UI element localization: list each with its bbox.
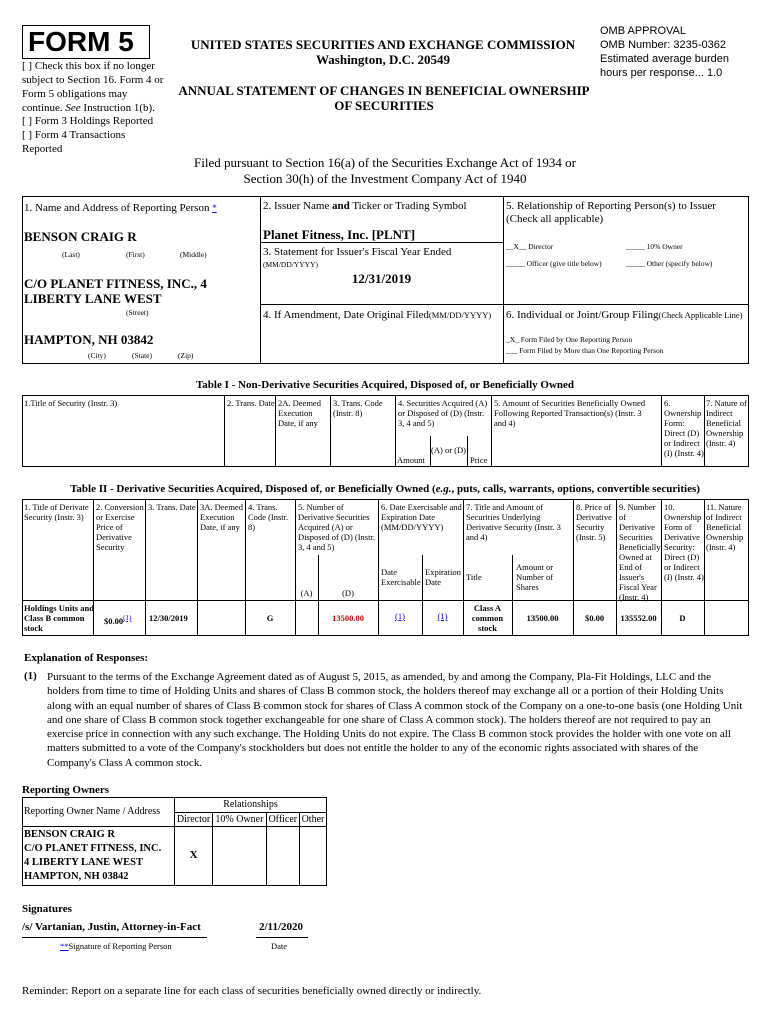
t2-col-deemed: 3A. Deemed Execution Date, if any bbox=[200, 502, 243, 532]
t2-row-under-title: Class A common stock bbox=[471, 603, 504, 633]
t2-row-under-amount: 13500.00 bbox=[526, 613, 559, 623]
box2-label: 2. Issuer Name and Ticker or Trading Symbol bbox=[263, 200, 467, 212]
ten-pct-check: _____ 10% Owner bbox=[626, 242, 683, 251]
owner-director-mark: X bbox=[175, 827, 213, 886]
t2-col-form: 10. Ownership Form of Derivative Security: Direct (D) or Indirect (I) (Instr. 4) bbox=[664, 502, 704, 582]
owners-col-ten: 10% Owner bbox=[213, 813, 267, 827]
t2-col-under-title: Title bbox=[466, 572, 482, 582]
t2-col-d: (D) bbox=[342, 588, 354, 598]
city-label: (City) bbox=[88, 351, 106, 360]
middle-label: (Middle) bbox=[180, 250, 207, 259]
one-person-check: _X_ Form Filed by One Reporting Person bbox=[506, 335, 633, 344]
box5-label: 5. Relationship of Reporting Person(s) to Issuer (Check all applicable) bbox=[506, 200, 716, 225]
signatures-heading: Signatures bbox=[22, 903, 72, 915]
box1-label: 1. Name and Address of Reporting Person * bbox=[24, 202, 217, 214]
street-label: (Street) bbox=[126, 308, 149, 317]
date-label: Date bbox=[271, 941, 288, 951]
signature-star-link[interactable]: ** bbox=[60, 941, 69, 951]
signature-date: 2/11/2020 bbox=[259, 921, 304, 933]
first-label: (First) bbox=[126, 250, 145, 259]
other-check: _____ Other (specify below) bbox=[626, 259, 713, 268]
t1-col-code: 3. Trans. Code (Instr. 8) bbox=[333, 398, 383, 418]
officer-check: _____ Officer (give title below) bbox=[506, 259, 602, 268]
director-check: __X__ Director bbox=[506, 242, 554, 251]
t2-row-title: Holdings Units and Class B common stock bbox=[24, 603, 94, 633]
t1-col-owned: 5. Amount of Securities Beneficially Owned Following Reported Transaction(s) (Instr. 3 and 4) bbox=[494, 398, 646, 428]
box3-sub: (MM/DD/YYYY) bbox=[263, 260, 318, 269]
t1-col-deemed: 2A. Deemed Execution Date, if any bbox=[278, 398, 321, 428]
agency-name: UNITED STATES SECURITIES AND EXCHANGE COMMISSION bbox=[190, 37, 576, 52]
t2-col-a: (A) bbox=[300, 588, 313, 598]
t2-col-title: 1. Title of Derivate Security (Instr. 3) bbox=[24, 502, 89, 522]
t2-row-disposed: 13500.00 bbox=[332, 613, 364, 623]
t2-row-form: D bbox=[679, 613, 686, 623]
omb-box: OMB APPROVAL OMB Number: 3235-0362 Estimated average burden hours per response... 1.0 bbox=[600, 25, 730, 79]
t1-col-aord: (A) or (D) bbox=[431, 445, 466, 455]
owners-heading: Reporting Owners bbox=[22, 784, 110, 796]
reporting-person-street: C/O PLANET FITNESS, INC., 4 LIBERTY LANE WEST bbox=[24, 276, 207, 306]
t1-col-acquired: 4. Securities Acquired (A) or Disposed of (D) (Instr. 3, 4 and 5) bbox=[398, 398, 488, 428]
t2-col-nature: 11. Nature of Indirect Beneficial Ownership (Instr. 4) bbox=[706, 502, 744, 552]
t2-col-owned: 9. Number of Derivative Securities Beneficially Owned at End of Issuer's Fiscal Year (Instr. 4) bbox=[619, 502, 661, 602]
reminder: Reminder: Report on a separate line for each class of securities beneficially owned directly or indirectly. bbox=[22, 985, 482, 997]
more-persons-check: ___ Form Filed by More than One Reporting Person bbox=[506, 346, 664, 355]
t2-row-deriv-price: $0.00 bbox=[584, 613, 605, 623]
t1-col-amount: Amount bbox=[397, 455, 425, 465]
owners-col-other: Other bbox=[299, 813, 326, 827]
t2-col-price: 8. Price of Derivative Security (Instr. 5) bbox=[576, 502, 612, 542]
fiscal-year-end: 12/31/2019 bbox=[351, 271, 412, 286]
box4-label: 4. If Amendment, Date Original Filed(MM/DD/YYYY) bbox=[263, 309, 492, 321]
t2-col-date: 3. Trans. Date bbox=[148, 502, 196, 512]
statement-title: ANNUAL STATEMENT OF CHANGES IN BENEFICIAL OWNERSHIP OF SECURITIES bbox=[178, 83, 590, 113]
footnote-1-link[interactable]: (1) bbox=[123, 614, 132, 622]
t2-row-exercisable[interactable]: (1) bbox=[395, 611, 405, 621]
zip-label: (Zip) bbox=[178, 351, 194, 360]
t2-col-underlying: 7. Title and Amount of Securities Underlying Derivative Security (Instr. 3 and 4) bbox=[466, 502, 561, 542]
owners-col-director: Director bbox=[175, 813, 213, 827]
box6-label: 6. Individual or Joint/Group Filing(Check Applicable Line) bbox=[506, 309, 743, 321]
filed-pursuant: Filed pursuant to Section 16(a) of the Securities Exchange Act of 1934 or Section 30(h) of the Investment Company Act of 1940 bbox=[194, 155, 576, 186]
reporting-person-city: HAMPTON, NH 03842 bbox=[24, 332, 154, 347]
t1-col-date: 2. Trans. Date bbox=[227, 398, 275, 408]
owners-table bbox=[22, 797, 327, 886]
signature-name: /s/ Vartanian, Justin, Attorney-in-Fact bbox=[22, 921, 201, 933]
t2-col-expiration: Expiration Date bbox=[425, 567, 461, 587]
reporting-person-name: BENSON CRAIG R bbox=[24, 229, 137, 244]
t1-col-title: 1.Title of Security (Instr. 3) bbox=[24, 398, 118, 408]
t2-col-exercisable: 6. Date Exercisable and Expiration Date (MM/DD/YYYY) bbox=[381, 502, 462, 532]
issuer-name: Planet Fitness, Inc. [PLNT] bbox=[263, 227, 416, 242]
explanation-text: Pursuant to the terms of the Exchange Agreement dated as of August 5, 2015, as amended, by and among the Company, Pla-Fit Holdings, LLC and the holders from time to time of Holding Units and shares of Class B common stock, the holders thereof may exchange all or a portion of their Holding Units along with an equal number of shares of Class B common stock for shares of Class A common stock of the Company on a one-to-one basis (one Holding Unit and one share of Class B common stock together exchangeable for one share of Class A common stock). The holders thereof are not required to pay an exercise price in connection with any such exchange. The Holding Units do not expire. The Class B common stock provides the holder with one vote on all matters submitted to a vote of the Company's stockholders but does not entitle the holder to any of the economic rights associated with shares of the Company's Class A common stock. bbox=[47, 671, 743, 769]
t2-row-price: $0.00$^{(1)}$ bbox=[104, 614, 132, 626]
last-label: (Last) bbox=[62, 250, 80, 259]
t2-row-code: G bbox=[266, 613, 274, 623]
t2-col-code: 4. Trans. Code (Instr. 8) bbox=[248, 502, 289, 532]
owners-col-relationships: Relationships bbox=[175, 798, 327, 813]
t2-col-conversion: 2. Conversion or Exercise Price of Derivative Security bbox=[96, 502, 144, 552]
t2-row-owned: 135552.00 bbox=[620, 613, 657, 623]
owners-col-name: Reporting Owner Name / Address bbox=[23, 798, 175, 827]
t1-col-price: Price bbox=[470, 455, 488, 465]
state-label: (State) bbox=[132, 351, 152, 360]
t2-col-number: 5. Number of Derivative Securities Acquired (A) or Disposed of (D) (Instr. 3, 4 and 5) bbox=[298, 502, 375, 552]
table1-title: Table I - Non-Derivative Securities Acquired, Disposed of, or Beneficially Owned bbox=[195, 379, 575, 391]
form-label: FORM 5 bbox=[22, 25, 150, 59]
t2-col-under-amount: Amount or Number of Shares bbox=[516, 562, 554, 592]
t2-row-expiration[interactable]: (1) bbox=[437, 611, 448, 621]
agency-location: Washington, D.C. 20549 bbox=[316, 52, 450, 67]
owners-col-officer: Officer bbox=[266, 813, 299, 827]
t2-row-date: 12/30/2019 bbox=[149, 613, 188, 623]
holdings-check: [ ] Form 3 Holdings Reported bbox=[22, 115, 154, 127]
transactions-check: [ ] Form 4 Transactions Reported bbox=[22, 129, 126, 155]
box3-label: 3. Statement for Issuer's Fiscal Year Ended bbox=[263, 246, 452, 258]
explanation-heading: Explanation of Responses: bbox=[24, 652, 149, 664]
signature-label: **Signature of Reporting Person bbox=[60, 941, 172, 951]
t1-col-nature: 7. Nature of Indirect Beneficial Ownership (Instr. 4) bbox=[706, 398, 747, 448]
t2-col-date-ex: Date Exercisable bbox=[381, 567, 421, 587]
owner-address: BENSON CRAIG R C/O PLANET FITNESS, INC. 4 LIBERTY LANE WEST HAMPTON, NH 03842 bbox=[23, 827, 175, 886]
explanation-num: (1) bbox=[24, 670, 37, 682]
t1-col-form: 6. Ownership Form: Direct (D) or Indirect (I) (Instr. 4) bbox=[664, 398, 704, 458]
table2-title: Table II - Derivative Securities Acquired, Disposed of, or Beneficially Owned (e.g., puts, calls, warrants, options, convertible securities) bbox=[70, 483, 700, 495]
checkbox-notice: [ ] Check this box if no longer subject to Section 16. Form 4 or Form 5 obligations may continue. See Instruction 1(b). bbox=[22, 60, 164, 114]
